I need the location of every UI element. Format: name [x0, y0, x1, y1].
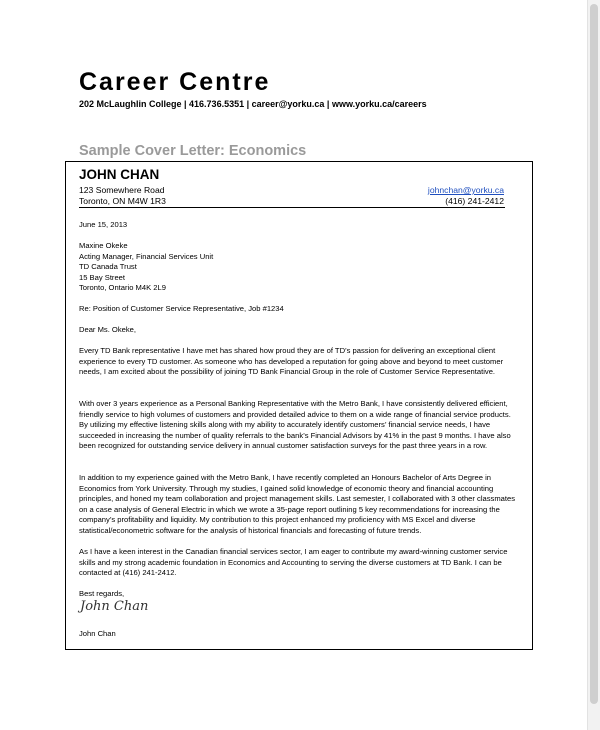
paragraph — [79, 346, 517, 378]
paragraph-text: As I have a keen interest in the Canadian financial services sector, I am eager to contribute my award-winning customer service skills and my strong academic foundation in Economics and Accounting to serving the diverse customers at TD Bank. I can be contacted at (416) 241-2412. — [79, 547, 508, 578]
sender-address-line2: Toronto, ON M4W 1R3 — [79, 196, 166, 206]
paragraph-text: In addition to my experience gained with the Metro Bank, I have recently completed an Honours Bachelor of Arts Degree in Economics from York University. Through my studies, I gained solid knowledge of economic theory and financial accounting principles, and honed my team collaboration and project management skills. Last semester, I collaborated with 3 other classmates on a case analysis of General Electric in which we wrote a 35-page report outlining 5 key recommendations for increasing the company’s profitability and liquidity. My contribution to this project enhanced my proficiency with MS Excel and diverse statistical/econometric software for the analysis of historical financials and forecasting of future trends. — [79, 473, 516, 535]
sender-phone: (416) 241-2412 — [445, 196, 504, 206]
recipient-street: 15 Bay Street — [79, 272, 126, 282]
scrollbar-thumb[interactable] — [590, 4, 598, 704]
paragraph — [79, 473, 517, 537]
paragraph — [79, 399, 517, 452]
cover-letter — [65, 161, 533, 650]
paragraph — [79, 547, 517, 579]
recipient-city: Toronto, Ontario M4K 2L9 — [79, 283, 166, 293]
handwritten-signature: John Chan — [80, 599, 149, 614]
recipient-block — [79, 241, 517, 294]
section-heading: Sample Cover Letter: Economics — [79, 143, 307, 159]
sender-email-link[interactable]: johnchan@yorku.ca — [427, 185, 504, 195]
header-contact-line: 202 McLaughlin College | 416.736.5351 | career@yorku.ca | www.yorku.ca/careers — [79, 99, 427, 109]
paragraph-text: With over 3 years experience as a Personal Banking Representative with the Metro Bank, I have consistently delivered efficient, friendly service to high volumes of customers and provided detailed advice to them on a wide range of financial service products. By utilizing my effective listening skills along with my ability to accurately identify customers’ financial service needs, I have succeeded in increasing the number of quality referrals to the bank’s Financial Advisors by 41% in the past 9 months. I have also been recognized for outstanding service delivery in annual customer satisfaction surveys for the past three years in a row. — [79, 399, 511, 451]
paragraph-text: Every TD Bank representative I have met has shared how proud they are of TD’s passion for delivering an exceptional client experience to every TD customer. As someone who has developed a reputation for going above and beyond to meet customer needs, I am excited about the possibility of joining TD Bank Financial Group in the role of Customer Service Representative. — [79, 346, 504, 377]
sender-name: JOHN CHAN — [79, 167, 160, 182]
recipient-title: Acting Manager, Financial Services Unit — [79, 251, 214, 261]
recipient-company: TD Canada Trust — [79, 262, 137, 272]
letter-subject: Re: Position of Customer Service Representative, Job #1234 — [79, 304, 284, 313]
page-title: Career Centre — [79, 68, 271, 96]
letter-date: June 15, 2013 — [79, 220, 128, 229]
letter-salutation: Dear Ms. Okeke, — [79, 325, 136, 334]
header-divider — [79, 207, 505, 208]
letter-closing: Best regards, — [79, 589, 125, 598]
recipient-name: Maxine Okeke — [79, 241, 128, 250]
sender-address-line1: 123 Somewhere Road — [79, 185, 165, 195]
scrollbar[interactable] — [587, 0, 600, 730]
signature-name: John Chan — [79, 629, 116, 638]
